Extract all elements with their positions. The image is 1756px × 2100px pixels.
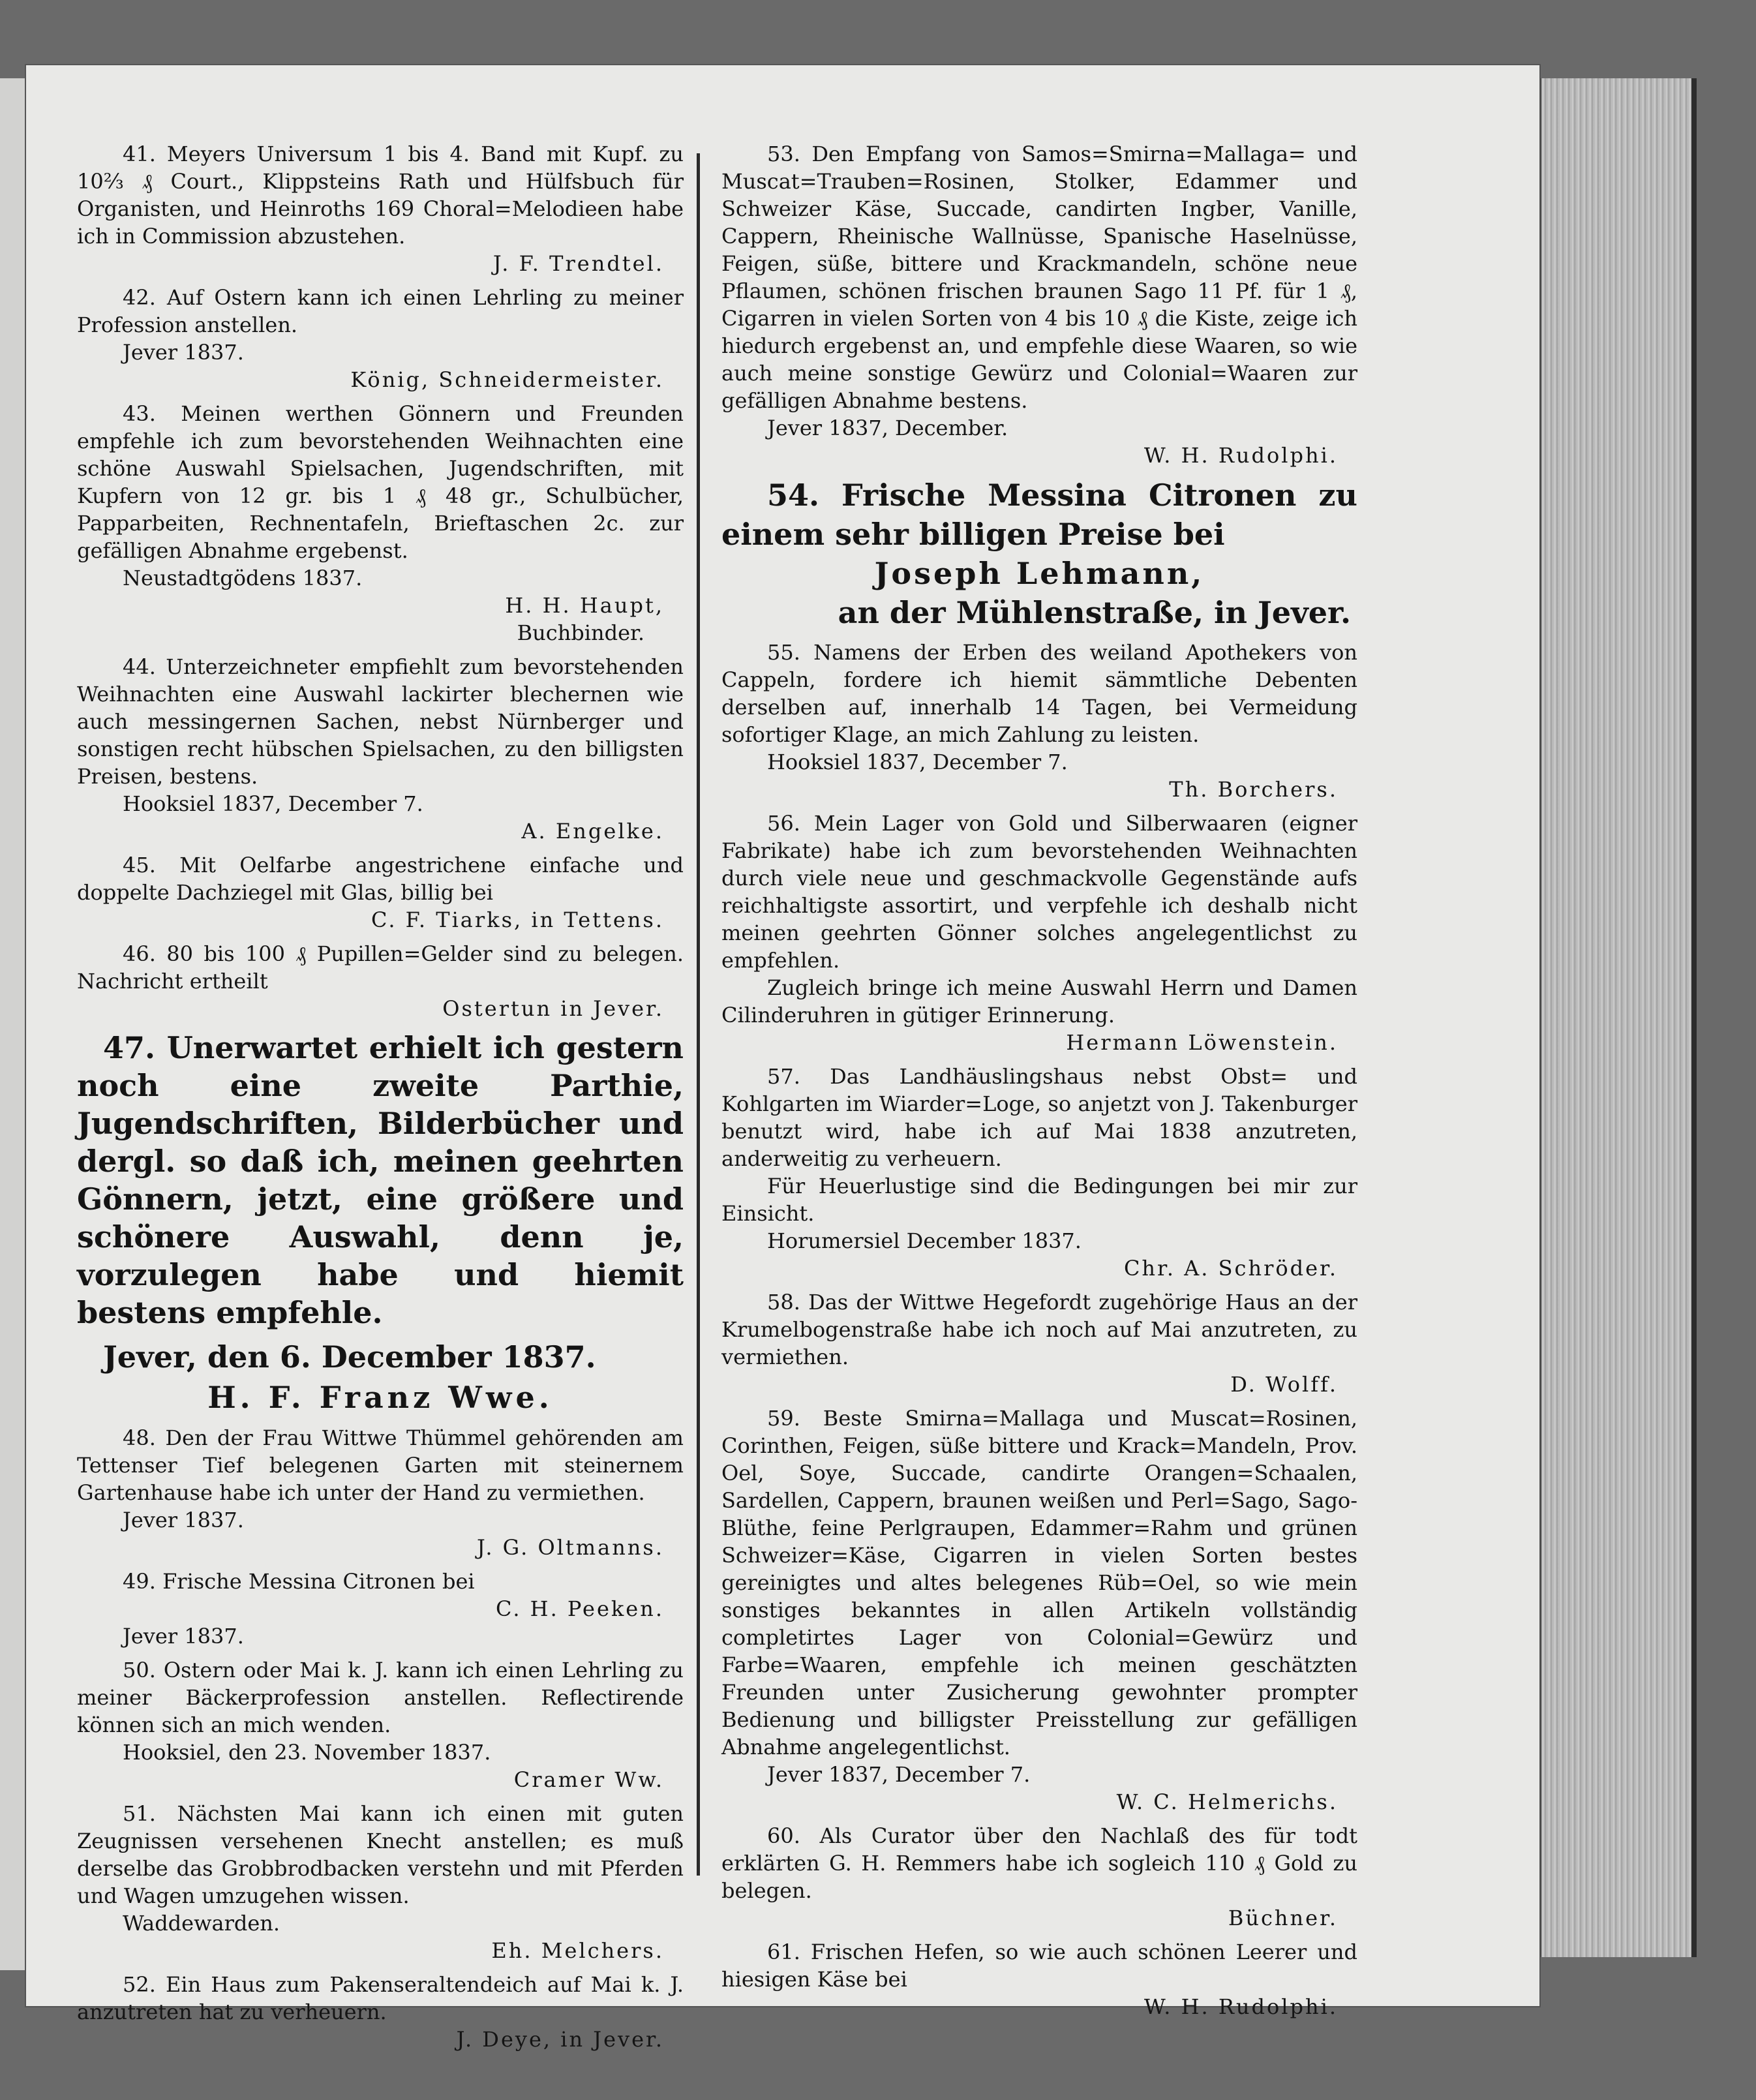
ad-signature: A. Engelke. [521, 819, 664, 844]
advertisement [721, 1405, 1357, 1816]
column-left [77, 140, 684, 2060]
advertisement [77, 940, 684, 1022]
ad-signature: Ostertun in Jever. [442, 996, 664, 1021]
ad-signature: W. C. Helmerichs. [1116, 1789, 1338, 1814]
ad-text: 53. Den Empfang von Samos=Smirna=Mallaga= und Muscat=Trauben=Rosinen, Stolker, Edammer und Schweizer Käse, Succade, candirten Ingber, Vanille, Cappern, Rheinische Wallnüsse, Spanische Haselnüsse, Feigen, süße, bittere und Krackmandeln, schöne neue Pflaumen, schönen frischen braunen Sago 11 Pf. für 1 ₰, Cigarren in vielen Sorten von 4 bis 10 ₰ die Kiste, zeige ich hiedurch ergebenst an, und empfehle diese Waaren, so wie auch meine sonstige Gewürz und Colonial=Waaren zur gefälligen Abnahme bestens. [721, 142, 1357, 413]
advertisement [77, 1656, 684, 1793]
advertisement [77, 1029, 684, 1418]
advertisement [721, 639, 1357, 803]
ad-text: 49. Frische Messina Citronen bei [123, 1569, 475, 1594]
ad-text: 57. Das Landhäuslingshaus nebst Obst= und Kohlgarten im Wiarder=Loge, so anjetzt von J. Takenburger benutzt wird, habe ich auf Mai 1838 anzutreten, anderweitig zu verheuern. [721, 1064, 1357, 1171]
ad-text: 51. Nächsten Mai kann ich einen mit guten Zeugnissen versehenen Knecht anstellen; es muß derselbe das Grobbrodbacken verstehn und mit Pferden und Wagen umzugehen wissen. [77, 1801, 684, 1908]
advertisement [721, 140, 1357, 469]
ad-text: 54. Frische Messina Citronen zu einem sehr billigen Preise bei [721, 478, 1357, 552]
advertisement [77, 1424, 684, 1561]
ad-text: 52. Ein Haus zum Pakenseraltendeich auf Mai k. J. anzutreten hat zu verheuern. [77, 1972, 684, 2024]
ad-text: Für Heuerlustige sind die Bedingungen bei mir zur Einsicht. [721, 1174, 1357, 1226]
ad-signature: D. Wolff. [1230, 1372, 1338, 1397]
ad-address: an der Mühlenstraße, in Jever. [838, 595, 1351, 630]
advertisement [721, 1288, 1357, 1398]
advertisement [721, 476, 1357, 632]
ad-place-date: Jever 1837. [123, 1508, 244, 1532]
ad-text: Zugleich bringe ich meine Auswahl Herrn und Damen Cilinderuhren in gütiger Erinnerung. [721, 975, 1357, 1027]
ad-signature: H. H. Haupt, [505, 593, 664, 618]
ad-signature: J. F. Trendtel. [492, 251, 664, 276]
ad-signature: Büchner. [1228, 1906, 1338, 1930]
ad-text: 59. Beste Smirna=Mallaga und Muscat=Rosinen, Corinthen, Feigen, süße bittere und Krack=Mandeln, Prov. Oel, Soye, Succade, candirte Orangen=Schaalen, Sardellen, Cappern, braunen weißen und Perl=Sago, Sago-Blüthe, feine Perlgraupen, Edammer=Rahm und grünen Schweizer=Käse, Cigarren in vielen Sorten bestes gereinigtes und altes belegenes Rüb=Oel, so wie mein sonstiges bekanntes in allen Artikeln vollständig completirtes Lager von Colonial=Gewürz und Farbe=Waaren, empfehle ich meinen geschätzten Freunden unter Zusicherung gewohnter prompter Bedienung und billigster Preisstellung zur gefälligen Abnahme angelegentlichst. [721, 1406, 1357, 1759]
ad-signature: Joseph Lehmann, [874, 556, 1205, 591]
advertisement [77, 851, 684, 934]
ad-text: 45. Mit Oelfarbe angestrichene einfache und doppelte Dachziegel mit Glas, billig bei [77, 853, 684, 905]
ad-place-date: Jever 1837, December. [767, 416, 1008, 440]
ad-place-date: Waddewarden. [123, 1911, 280, 1936]
advertisement [77, 284, 684, 393]
ad-signature-title: Buchbinder. [517, 620, 644, 645]
advertisement [77, 1568, 684, 1650]
ad-place-date: Hooksiel 1837, December 7. [123, 791, 423, 816]
ad-place-date: Jever 1837. [123, 340, 244, 365]
book-page-edges [1539, 78, 1697, 1957]
ad-text: 42. Auf Ostern kann ich einen Lehrling zu meiner Profession anstellen. [77, 285, 684, 337]
ad-place-date: Hooksiel 1837, December 7. [767, 750, 1068, 774]
ad-signature: H. F. Franz Wwe. [207, 1380, 553, 1415]
ad-place-date: Neustadtgödens 1837. [123, 566, 363, 590]
column-right [721, 140, 1357, 2027]
ad-signature: Chr. A. Schröder. [1123, 1256, 1338, 1281]
ad-text: 46. 80 bis 100 ₰ Pupillen=Gelder sind zu belegen. Nachricht ertheilt [77, 941, 684, 994]
ad-text: 58. Das der Wittwe Hegefordt zugehörige Haus an der Krumelbogenstraße habe ich noch auf Mai anzutreten, zu vermiethen. [721, 1290, 1357, 1369]
ad-signature: J. Deye, in Jever. [456, 2027, 664, 2052]
ad-signature: C. F. Tiarks, in Tettens. [371, 907, 664, 932]
ad-signature: J. G. Oltmanns. [476, 1535, 664, 1560]
ad-signature: Eh. Melchers. [491, 1938, 664, 1963]
ad-signature: W. H. Rudolphi. [1143, 1994, 1338, 2019]
ad-text: 47. Unerwartet erhielt ich gestern noch eine zweite Parthie, Jugendschriften, Bilderbücher und dergl. so daß ich, meinen geehrten Gönnern, jetzt, eine größere und schönere Auswahl, denn je, vorzulegen habe und hiemit bestens empfehle. [77, 1030, 684, 1330]
ad-text: 61. Frischen Hefen, so wie auch schönen Leerer und hiesigen Käse bei [721, 1940, 1357, 1992]
ad-text: 50. Ostern oder Mai k. J. kann ich einen Lehrling zu meiner Bäckerprofession anstellen. Reflectirende können sich an mich wenden. [77, 1658, 684, 1737]
advertisement [77, 1800, 684, 1964]
left-page-edge [0, 78, 29, 1970]
advertisement [721, 1822, 1357, 1932]
ad-text: 43. Meinen werthen Gönnern und Freunden empfehle ich zum bevorstehenden Weihnachten eine schöne Auswahl Spielsachen, Jugendschriften, mit Kupfern von 12 gr. bis 1 ₰ 48 gr., Schulbücher, Papparbeiten, Rechnentafeln, Brieftaschen 2c. zur gefälligen Abnahme ergebenst. [77, 401, 684, 563]
ad-text: 55. Namens der Erben des weiland Apothekers von Cappeln, fordere ich hiemit sämmtliche Debenten derselben auf, innerhalb 14 Tagen, bei Vermeidung sofortiger Klage, an mich Zahlung zu leisten. [721, 640, 1357, 747]
ad-text: 60. Als Curator über den Nachlaß des für todt erklärten G. H. Remmers habe ich sogleich 110 ₰ Gold zu belegen. [721, 1823, 1357, 1903]
advertisement [77, 653, 684, 845]
ad-signature: W. H. Rudolphi. [1143, 443, 1338, 468]
ad-signature: Hermann Löwenstein. [1066, 1030, 1338, 1055]
ad-text: 41. Meyers Universum 1 bis 4. Band mit Kupf. zu 10⅔ ₰ Court., Klippsteins Rath und Hülfsbuch für Organisten, und Heinroths 169 Choral=Melodieen habe ich in Commission abzustehen. [77, 142, 684, 249]
ad-place-date: Jever 1837, December 7. [767, 1762, 1031, 1787]
advertisement [721, 1938, 1357, 2020]
ad-place-date: Horumersiel December 1837. [767, 1228, 1082, 1253]
ad-signature: Th. Borchers. [1169, 777, 1338, 802]
ad-text: 44. Unterzeichneter empfiehlt zum bevorstehenden Weihnachten eine Auswahl lackirter blechernen wie auch messingernen Sachen, nebst Nürnberger und sonstigen recht hübschen Spielsachen, zu den billigsten Preisen, bestens. [77, 654, 684, 789]
column-divider [697, 153, 700, 1876]
advertisement [77, 140, 684, 277]
advertisement [721, 1063, 1357, 1282]
ad-place-date: Jever, den 6. December 1837. [103, 1339, 596, 1375]
ad-signature: C. H. Peeken. [495, 1596, 664, 1621]
ad-signature: Cramer Ww. [513, 1767, 664, 1792]
advertisement [77, 1971, 684, 2053]
ad-place-date: Hooksiel, den 23. November 1837. [123, 1740, 491, 1765]
ad-text: 56. Mein Lager von Gold und Silberwaaren (eigner Fabrikate) habe ich zum bevorstehenden Weihnachten durch viele neue und geschmackvolle Gegenstände aufs reichhaltigste assortirt, und verpfehle ich deshalb nicht meinen geehrten Gönner solches angelegentlichst zu empfehlen. [721, 811, 1357, 973]
ad-signature: König, Schneidermeister. [350, 367, 664, 392]
advertisement [77, 400, 684, 647]
ad-text: 48. Den der Frau Wittwe Thümmel gehörenden am Tettenser Tief belegenen Garten mit steinernem Gartenhause habe ich unter der Hand zu vermiethen. [77, 1425, 684, 1505]
advertisement [721, 810, 1357, 1056]
ad-place-date: Jever 1837. [123, 1624, 244, 1649]
